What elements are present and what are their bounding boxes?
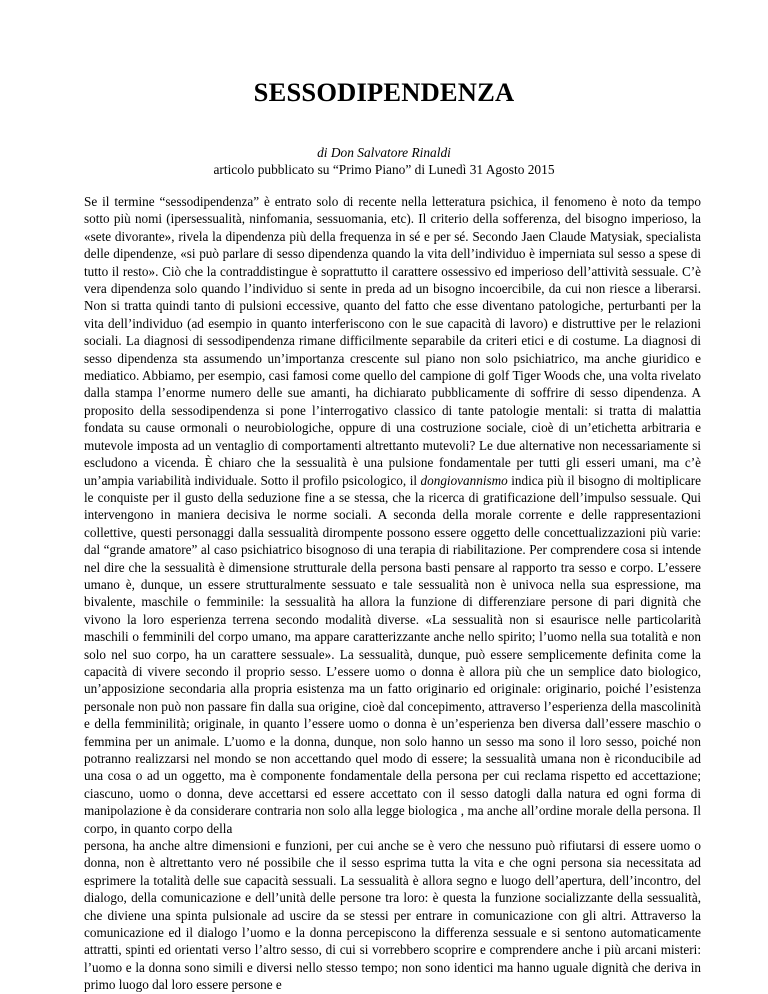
paragraph-1 [84, 193, 701, 837]
publication-line: articolo pubblicato su “Primo Piano” di Lunedì 31 Agosto 2015 [213, 162, 555, 177]
author-line: di Don Salvatore Rinaldi [317, 145, 451, 160]
paragraph-2: persona, ha anche altre dimensioni e funzioni, per cui anche se è vero che nessuno può rifiutarsi di essere uomo o donna, non è altrettanto vero né possibile che il sesso esprima tutta la vita e che ogni persona sia necessitata ad esprimere la totalità delle sue capacità sessuali. La sessualità è allora segno e luogo dell’apertura, dell’incontro, del dialogo, della comunicazione e dell’unità delle persone tra loro: è questa la funzione socializzante della sessualità, che diviene una spinta pulsionale ad uscire da se stessi per entrare in comunicazione con gli altri. Attraverso la comunicazione ed il dialogo l’uomo e la donna percepiscono la differenza sessuale e si sentono automaticamente attratti, spinti ed orientati verso l’altro sesso, di cui si vorrebbero scoprire e comprendere anche i più arcani misteri: l’uomo e la donna sono simili e diversi nello stesso tempo; non sono identici ma hanno uguale dignità che deriva in primo luogo dal loro essere persone e [84, 838, 701, 993]
byline [0, 144, 768, 178]
article-body [84, 193, 701, 994]
document-title: SESSODIPENDENZA [253, 77, 515, 107]
paragraph-1-part-a: Se il termine “sessodipendenza” è entrato solo di recente nella letteratura psichica, il fenomeno è noto da tempo sotto più nomi (ipersessualità, ninfomania, sessuomania, etc). Il criterio della sofferenza, del bisogno imperioso, la «sete divorante», rivela la dipendenza più della frequenza in sé e per sé. Secondo Jaen Claude Matysiak, specialista delle dipendenze, «si può parlare di sesso dipendenza quando la vita dell’individuo è imperniata sul sesso a spese di tutto il resto». Ciò che la contraddistingue è soprattutto il carattere ossessivo ed imperioso dell’attività sessuale. C’è vera dipendenza solo quando l’individuo si sente in preda ad un bisogno incoercibile, da cui non riesce a liberarsi. Non si tratta quindi tanto di pulsioni eccessive, quanto del fatto che esse diventano patologiche, perturbanti per la vita dell’individuo (ad esempio in quanto interferiscono con le sue capacità di lavoro) e distruttive per le relazioni sociali. La diagnosi di sessodipendenza rimane difficilmente separabile da criteri etici e di costume. La diagnosi di sesso dipendenza sta assumendo un’importanza crescente sul piano non solo psichiatrico, ma anche giuridico e mediatico. Abbiamo, per esempio, casi famosi come quello del campione di golf Tiger Woods che, una volta rivelato dalla stampa l’enorme numero delle sue amanti, ha dichiarato pubblicamente di soffrire di sesso dipendenza. A proposito della sessodipendenza si pone l’interrogativo classico di tante patologie mentali: si tratta di malattia fondata su cause ormonali o neurobiologiche, oppure di una costruzione sociale, cioè di un’etichetta arbitraria e mutevole imposta ad un ventaglio di comportamenti altrettanto mutevoli? Le due alternative non necessariamente si escludono a vicenda. È chiaro che la sessualità è una pulsione fondamentale per tutti gli esseri umani, ma c’è un’ampia variabilità individuale. Sotto il profilo psicologico, il [84, 194, 701, 488]
paragraph-1-part-b: indica più il bisogno di moltiplicare le conquiste per il gusto della seduzione fine a se stessa, che la ricerca di gratificazione dell’impulso sessuale. Qui intervengono in maniera decisiva le norme sociali. A seconda della morale corrente e delle rappresentazioni collettive, questi personaggi dalla sessualità dirompente possono essere oggetto delle concettualizzazioni più varie: dal “grande amatore” al caso psichiatrico bisognoso di una terapia di riabilitazione. Per comprendere cosa si intende nel dire che la sessualità è dimensione strutturale della persona basti pensare al rapporto tra sesso e corpo. L’essere umano è, dunque, un essere strutturalmente sessuato e tale sessualità non è univoca nella sua espressione, ma bivalente, maschile o femminile: la sessualità ha allora la funzione di differenziare persone di pari dignità che vivono la loro esperienza terrena secondo modalità diverse. «La sessualità non si esaurisce nelle particolarità maschili o femminili del corpo umano, ma appare caratterizzante anche nello spirito; l’uomo nella sua totalità e non solo nel suo corpo, ha un carattere sessuale». La sessualità, dunque, può essere semplicemente definita come la capacità di vivere secondo il proprio sesso. L’essere uomo o donna è allora più che un semplice dato biologico, un’apposizione secondaria alla propria esistenza ma un fatto originario ed originale: originario, poiché l’esistenza personale non può non passare fin dalla sua origine, cioè dal concepimento, attraverso l’esperienza della mascolinità e della femminilità; originale, in quanto l’essere uomo o donna è un’esperienza ben diversa dall’essere maschio o femmina per un animale. L’uomo e la donna, dunque, non solo hanno un sesso ma sono il loro sesso, poiché non potranno realizzarsi nel mondo se non accettando quel modo di essere; la sessualità umana non è riconducibile ad una cosa o ad un oggetto, ma è componente fondamentale della persona per cui reclama rispetto ed accettazione; ciascuno, uomo o donna, deve accettarsi ed essere accettato con il sesso datogli dalla natura ed ogni forma di manipolazione è da considerare contraria non solo alla legge biologica , ma anche all’ordine morale della persona. Il corpo, in quanto corpo della [84, 472, 701, 836]
italic-term: dongiovannismo [420, 472, 508, 488]
